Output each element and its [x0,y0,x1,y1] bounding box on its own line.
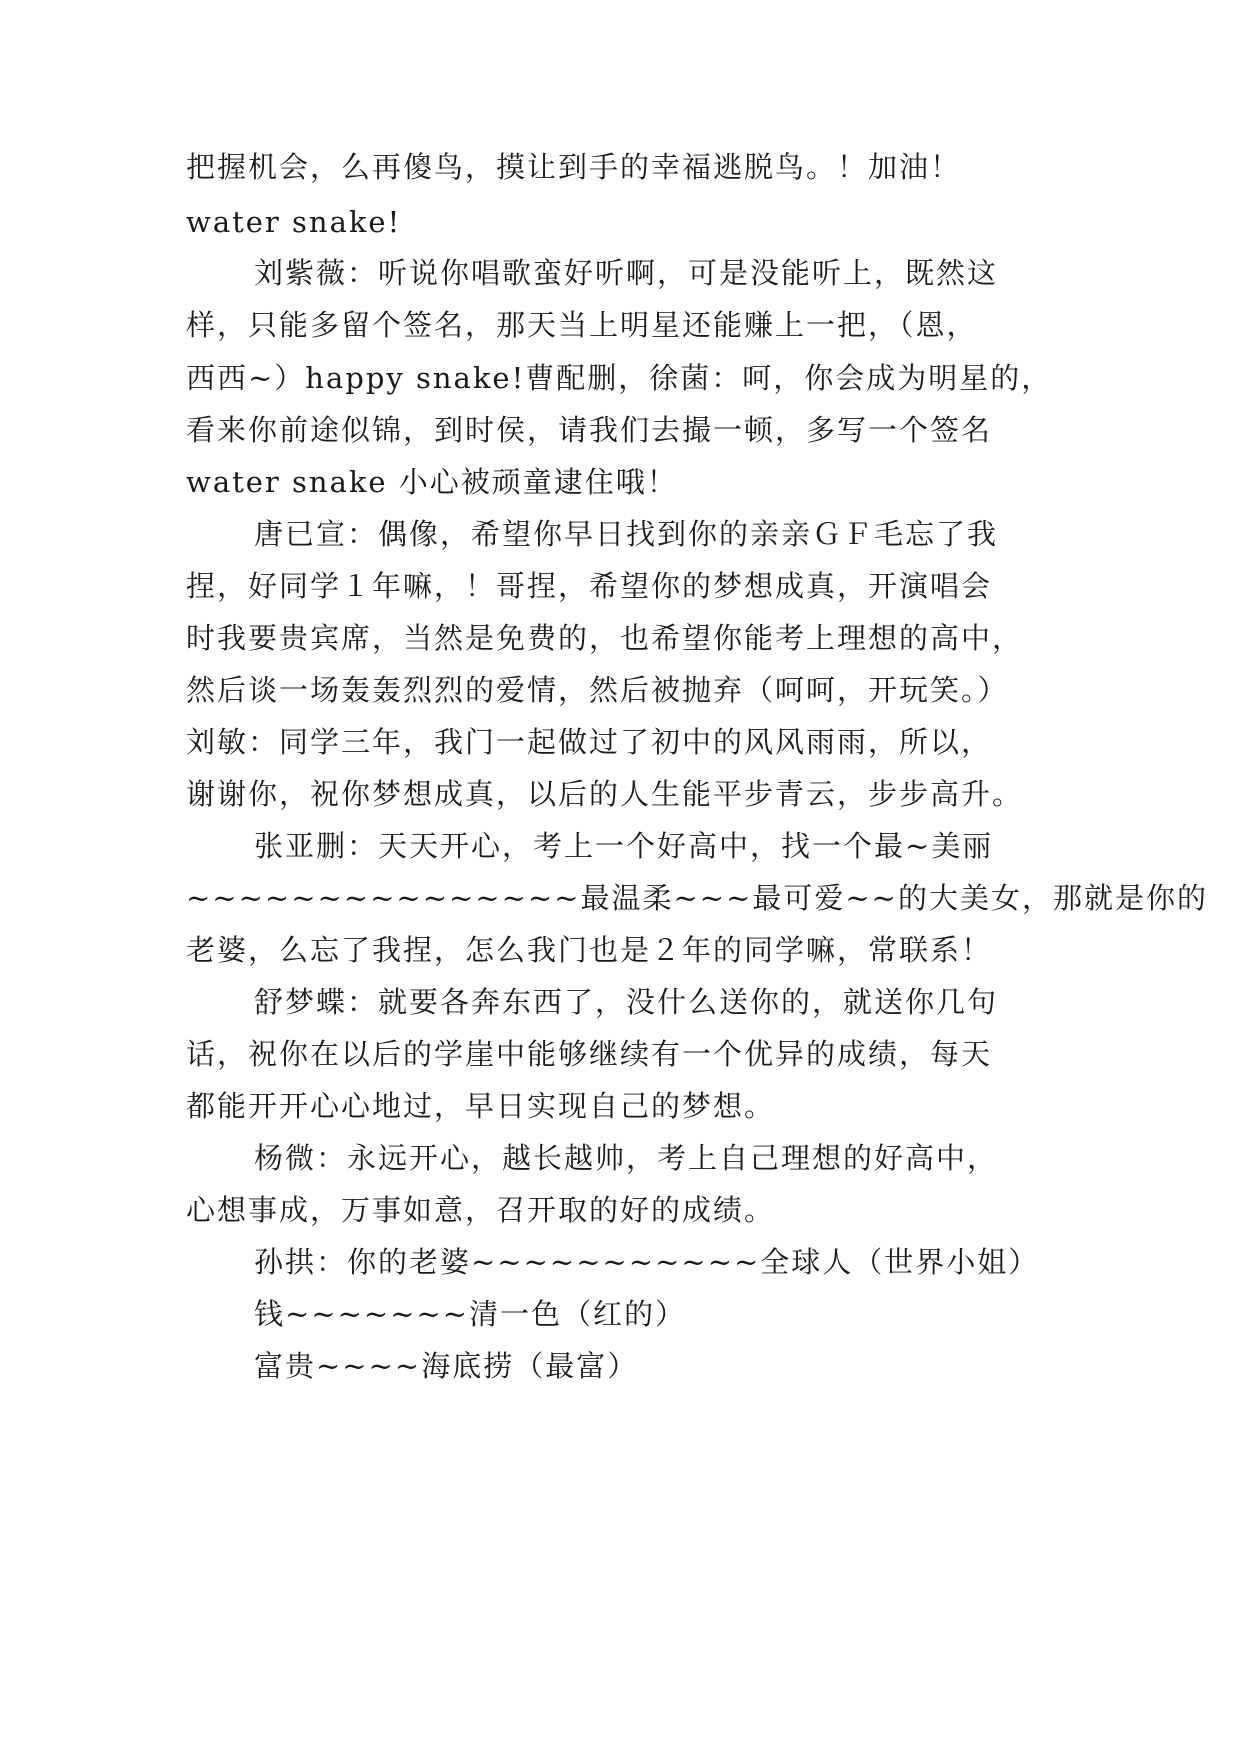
text-line: 心想事成，万事如意，召开取的好的成绩。 [186,1193,776,1227]
text-line: water snake! [186,205,402,239]
text-line: 话，祝你在以后的学崖中能够继续有一个优异的成绩，每天 [186,1037,993,1071]
text-line: 钱~~~~~~~清一色（红的） [254,1297,687,1331]
text-line: 刘敏：同学三年，我门一起做过了初中的风风雨雨，所以， [186,725,993,759]
text-line: 孙拱：你的老婆~~~~~~~~~~~全球人（世界小姐） [254,1245,1040,1279]
text-line: 西西~）happy snake!曹配删，徐菌：呵，你会成为明星的， [186,361,1053,395]
text-line: 把握机会，么再傻鸟，摸让到手的幸福逃脱鸟。！加油！ [186,150,962,184]
text-line: 样，只能多留个签名，那天当上明星还能赚上一把，（恩， [186,308,978,342]
text-line: 杨微：永远开心，越长越帅，考上自己理想的好高中， [254,1141,999,1175]
text-line: 然后谈一场轰轰烈烈的爱情，然后被抛弃（呵呵，开玩笑。） [186,673,1009,707]
text-line: 唐已宣：偶像，希望你早日找到你的亲亲ＧＦ毛忘了我 [254,517,999,551]
text-line: 看来你前途似锦，到时侯，请我们去撮一顿，多写一个签名 [186,413,993,447]
text-line: 老婆，么忘了我捏，怎么我门也是２年的同学嘛，常联系！ [186,933,993,967]
text-line: 谢谢你，祝你梦想成真，以后的人生能平步青云，步步高升。 [186,777,1024,811]
text-line: ~~~~~~~~~~~~~~~最温柔~~~最可爱~~的大美女，那就是你的 [186,881,1208,915]
text-line: 都能开开心心地过，早日实现自己的梦想。 [186,1089,776,1123]
text-line: 张亚删：天天开心，考上一个好高中，找一个最~美丽 [254,829,994,863]
text-line: 捏，好同学１年嘛，！哥捏，希望你的梦想成真，开演唱会 [186,569,993,603]
text-line: 舒梦蝶：就要各奔东西了，没什么送你的，就送你几句 [254,985,999,1019]
text-line: water snake 小心被顽童逮住哦！ [186,465,678,499]
text-line: 富贵~~~~海底捞（最富） [254,1349,639,1383]
text-line: 刘紫薇：听说你唱歌蛮好听啊，可是没能听上，既然这 [254,256,999,290]
text-line: 时我要贵宾席，当然是免费的，也希望你能考上理想的高中， [186,621,1024,655]
